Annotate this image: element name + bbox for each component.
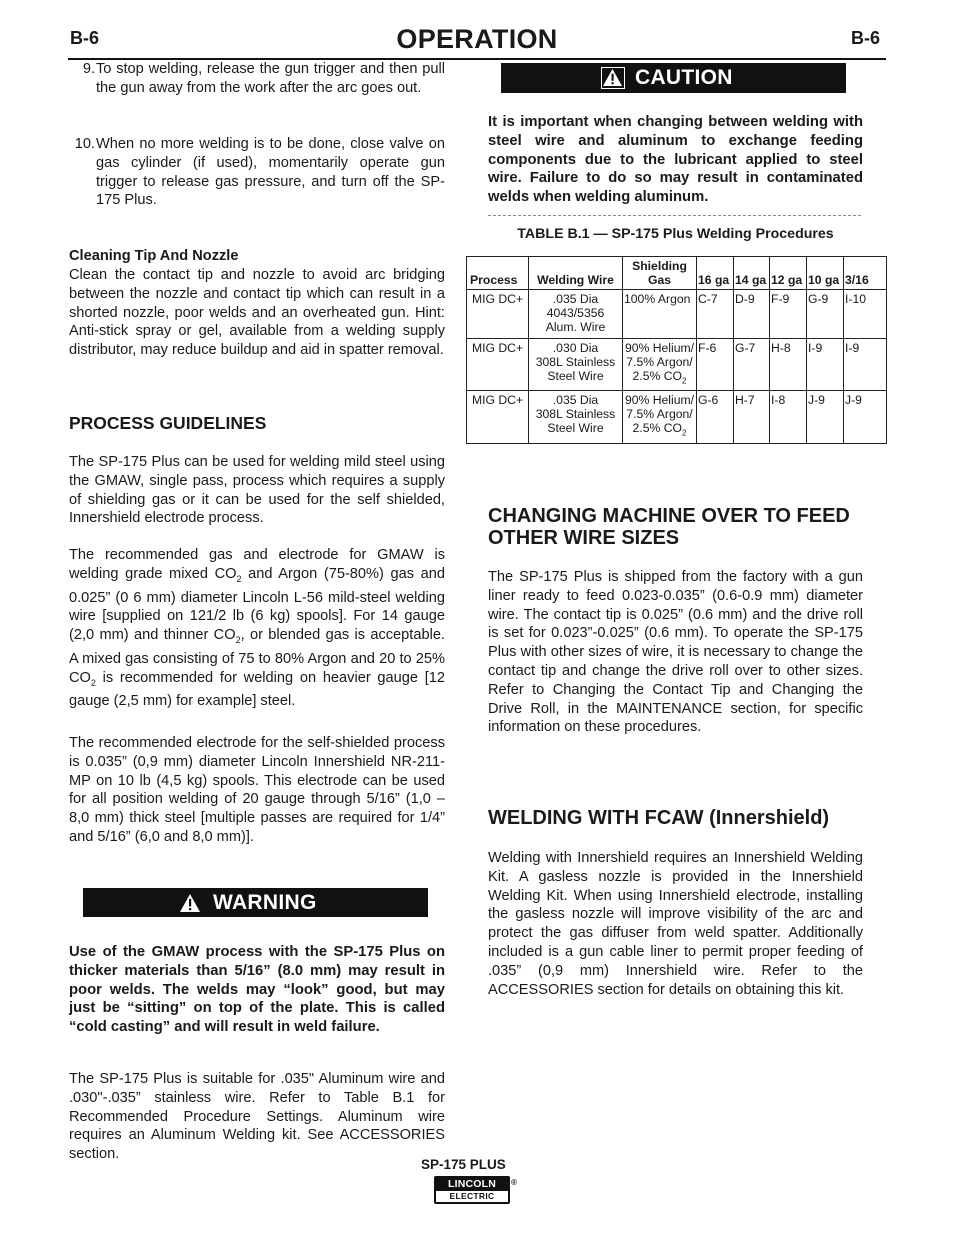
process-paragraph-2 <box>69 546 445 711</box>
process-cell: MIG DC+ <box>467 290 529 339</box>
subscript: 2 <box>90 677 96 688</box>
text-run: and Argon (75-80%) gas and 0.025” (0 6 mm) diameter Lincoln L-56 mild-steel welding wire [supplied on 121/2 lb (6 kg) spools]. For 14 gauge (2,0 mm) and thinner CO <box>69 565 445 644</box>
table-caption: TABLE B.1 — SP-175 Plus Welding Procedures <box>517 226 834 242</box>
table-header-cell: 16 ga <box>697 257 734 290</box>
procedure-code-cell: F-6 <box>697 339 734 391</box>
table-header-cell: Shielding Gas <box>623 257 697 290</box>
procedure-code-cell: J-9 <box>807 391 844 443</box>
subscript: 2 <box>682 376 687 386</box>
process-paragraph-3: The recommended electrode for the self-shielded process is 0.035” (0,9 mm) diameter Lincoln Innershield NR-211-MP on 10 lb (4,5 kg) spools. This electrode can be used for all position welding of 20 gauge through 5/16” (1,0 – 8,0 mm) thick steel [multiple passes are required for 1/4” and 5/16” (6,0 and 8,0 mm)]. <box>69 735 445 845</box>
wire-line: .035 Dia <box>552 393 599 408</box>
list-text: To stop welding, release the gun trigger and then pull the gun away from the work after the arc goes out. <box>96 61 445 96</box>
table-header-cell: 10 ga <box>807 257 844 290</box>
subscript: 2 <box>682 428 687 438</box>
table-header-cell: Process <box>467 257 529 290</box>
logo-top-text: LINCOLN <box>436 1178 508 1191</box>
caution-label: CAUTION <box>635 66 733 89</box>
gas-line <box>624 369 695 388</box>
gas-text: 2.5% CO <box>632 369 682 383</box>
gas-text: 2.5% CO <box>632 421 682 436</box>
page-code-left: B-6 <box>70 28 100 48</box>
wire-line: Steel Wire <box>547 421 604 436</box>
page-title: OPERATION <box>396 24 558 54</box>
wire-line: Steel Wire <box>547 369 604 383</box>
gas-line <box>624 355 695 369</box>
list-number: 10. <box>74 136 95 152</box>
procedure-code-cell: C-7 <box>697 290 734 339</box>
gas-text: 7.5% Argon/ <box>626 407 693 422</box>
table-row <box>467 391 887 443</box>
changing-machine-heading: CHANGING MACHINE OVER TO FEED OTHER WIRE SIZES <box>488 505 850 549</box>
wire-line: .035 Dia <box>552 292 599 306</box>
list-text: When no more welding is to be done, close valve on gas cylinder (if used), momentarily operate gun trigger to release gas pressure, and turn off the SP-175 Plus. <box>96 136 445 209</box>
list-item-9 <box>69 60 445 98</box>
wire-cell <box>529 339 623 391</box>
list-item-10 <box>69 135 445 210</box>
caution-banner <box>501 63 846 93</box>
registered-mark: ® <box>511 1178 517 1187</box>
procedure-code-cell: D-9 <box>734 290 770 339</box>
procedure-code-cell: G-7 <box>734 339 770 391</box>
wire-line: 308L Stainless <box>535 407 616 422</box>
footer-model: SP-175 PLUS <box>421 1157 506 1172</box>
procedure-code-cell: G-6 <box>697 391 734 443</box>
changing-machine-text: The SP-175 Plus is shipped from the factory with a gun liner ready to feed 0.023-0.035” (0.6-0.9 mm) diameter wire. The contact tip is 0.025” (0.6 mm) and the drive roll is set for 0.023”-0.025” (0.6 mm). To operate the SP-175 Plus with other sizes of wire, it is necessary to change the contact tip and change the drive roll over to other sizes. Refer to Changing the Contact Tip and Changing the Drive Roll, in the MAINTENANCE section, for specific information on these procedures. <box>488 569 863 736</box>
cleaning-text: Clean the contact tip and nozzle to avoid arc bridging between the nozzle and contact tip which can result in a shorted nozzle, poor welds and an overheated gun. Hint: Anti-stick spray or gel, available from a welding supply distributor, may reduce buildup and aid in spatter removal. <box>69 267 445 359</box>
procedure-code-cell: I-9 <box>807 339 844 391</box>
procedure-code-cell: I-10 <box>844 290 887 339</box>
gas-cell <box>623 391 697 443</box>
caution-text: It is important when changing between welding with steel wire and aluminum to exchange feeding components due to the lubricant applied to steel wire. Failure to do so may result in contaminated welds when welding aluminum. <box>488 114 863 206</box>
warning-label: WARNING <box>213 890 317 914</box>
process-paragraph-1: The SP-175 Plus can be used for welding mild steel using the GMAW, single pass, process which requires a supply of shielding gas or it can be used for the self shielded, Innershield electrode process. <box>69 454 445 527</box>
process-guidelines-heading: PROCESS GUIDELINES <box>69 413 267 433</box>
cleaning-heading: Cleaning Tip And Nozzle <box>69 248 239 264</box>
process-cell: MIG DC+ <box>467 339 529 391</box>
procedure-code-cell: I-8 <box>770 391 807 443</box>
subscript: 2 <box>236 573 242 584</box>
warning-triangle-icon <box>601 67 625 89</box>
procedure-code-cell: H-8 <box>770 339 807 391</box>
table-header-cell: 3/16 <box>844 257 887 290</box>
gas-cell <box>623 339 697 391</box>
page-code-right: B-6 <box>851 28 881 48</box>
table-row <box>467 290 887 339</box>
fcaw-text: Welding with Innershield requires an Innershield Welding Kit. A gasless nozzle is provided in the Innershield Welding Kit. When using Innershield electrode, installing the gasless nozzle will improve visibility of the arc and protect the gas diffuser from weld spatter. Additionally included is a gun cable liner to permit proper feeding of .035” (0,9 mm) Innershield wire. Refer to the ACCESSORIES section for details on obtaining this kit. <box>488 850 863 998</box>
subscript: 2 <box>235 635 241 645</box>
procedure-code-cell: J-9 <box>844 391 887 443</box>
wire-line: .030 Dia <box>552 341 599 355</box>
table-header-cell: 12 ga <box>770 257 807 290</box>
gas-line <box>624 421 695 440</box>
wire-line: Alum. Wire <box>545 320 606 334</box>
gas-text: 90% Helium/ <box>624 393 695 408</box>
gas-cell <box>623 290 697 339</box>
process-cell: MIG DC+ <box>467 391 529 443</box>
procedure-code-cell: F-9 <box>770 290 807 339</box>
fcaw-heading: WELDING WITH FCAW (Innershield) <box>488 807 830 829</box>
gas-text: 100% Argon <box>624 292 691 306</box>
gas-line <box>624 407 695 421</box>
gas-text: 7.5% Argon/ <box>626 355 693 369</box>
gas-line <box>624 393 695 407</box>
welding-procedures-table <box>466 256 887 444</box>
procedure-code-cell: H-7 <box>734 391 770 443</box>
warning-triangle-icon <box>179 893 201 913</box>
lincoln-electric-logo <box>434 1176 510 1204</box>
logo-bottom-text: ELECTRIC <box>449 1191 495 1201</box>
table-header-cell: 14 ga <box>734 257 770 290</box>
text-run: is recommended for welding on heavier gauge [12 gauge (2,5 mm) for example] steel. <box>69 669 445 710</box>
list-number: 9. <box>82 61 95 77</box>
wire-cell <box>529 290 623 339</box>
warning-banner <box>83 888 428 917</box>
wire-line: 308L Stainless <box>535 355 616 369</box>
gas-line <box>624 292 695 306</box>
table-header-cell: Welding Wire <box>529 257 623 290</box>
table-row <box>467 339 887 391</box>
text-run: The recommended gas and electrode for GMAW is welding grade mixed CO <box>69 547 445 582</box>
gas-line <box>624 341 695 355</box>
table-header-row <box>467 257 887 290</box>
wire-line: 4043/5356 <box>546 306 605 320</box>
text-run: , or blended gas is acceptable. A mixed gas consisting of 75 to 80% Argon and 20 to 25% CO <box>69 627 445 686</box>
gas-text: 90% Helium/ <box>624 341 695 355</box>
procedure-code-cell: G-9 <box>807 290 844 339</box>
wire-cell <box>529 391 623 443</box>
aluminum-paragraph: The SP-175 Plus is suitable for .035" Aluminum wire and .030"-.035” stainless wire. Refer to Table B.1 for Recommended Procedure Settings. Aluminum wire requires an Aluminum Welding kit. See ACCESSORIES section. <box>69 1071 445 1163</box>
divider <box>488 215 861 216</box>
warning-text: Use of the GMAW process with the SP-175 Plus on thicker materials than 5/16” (8.0 mm) may result in poor welds. The welds may “look” good, but may just be “sitting” on top of the plate. This is called “cold casting” and will result in weld failure. <box>69 944 445 1036</box>
procedure-code-cell: I-9 <box>844 339 887 391</box>
